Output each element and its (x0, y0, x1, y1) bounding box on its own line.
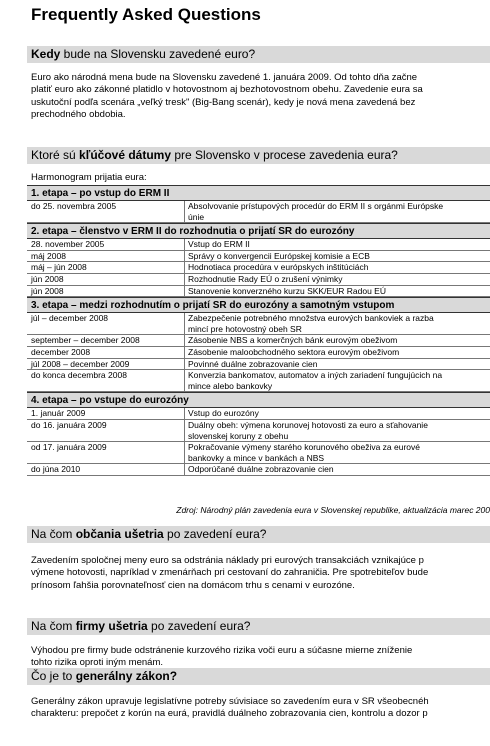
row-date: do júna 2010 (27, 464, 185, 475)
table-row (27, 262, 490, 274)
question-heading-kedy (27, 46, 490, 63)
row-date: 28. november 2005 (27, 239, 185, 250)
row-text: Vstup do eurozóny (188, 408, 259, 419)
heading-bold: Kedy (31, 47, 61, 61)
row-date: od 17. januára 2009 (27, 442, 185, 463)
table-row (27, 359, 490, 371)
heading-text: Čo je to (31, 669, 76, 683)
answer-line: Výhodou pre firmy bude odstránenie kurzového rizika voči euru a súčasne mierne zníženie (31, 645, 413, 656)
table-row (27, 274, 490, 286)
answer-obcania (31, 555, 490, 592)
answer-zakon (31, 696, 490, 721)
phase-header: 1. etapa – po vstup do ERM II (27, 185, 490, 201)
heading-text: Na čom (31, 619, 76, 633)
question-heading-zakon (27, 668, 490, 685)
table-row (27, 286, 490, 298)
answer-line: výmene hotovosti, napríklad v zmenárňach pri cestovaní do zahraničia. Pre spotrebiteľov bude (31, 567, 429, 579)
table-row (27, 335, 490, 347)
heading-text: Ktoré sú (31, 148, 80, 162)
heading-bold: generálny zákon? (75, 669, 178, 683)
answer-line: uskutoční podľa scenára „veľký tresk" (Big-Bang scenár), kedy je nová mena zavedená bez (31, 96, 416, 108)
heading-bold: firmy ušetria (75, 619, 148, 633)
row-date: september – december 2008 (27, 335, 185, 346)
table-row (27, 464, 490, 476)
row-date: júl 2008 – december 2009 (27, 359, 185, 370)
phase-header: 2. etapa – členstvo v ERM II do rozhodnutia o prijatí SR do eurozóny (27, 223, 490, 239)
phase-header: 4. etapa – po vstupe do eurozóny (27, 392, 490, 408)
answer-firmy (31, 645, 490, 670)
row-text: Správy o konvergencii Európskej komisie a ECB (188, 250, 370, 261)
heading-bold: kľúčové dátumy (79, 148, 172, 162)
harmonogram-label: Harmonogram prijatia eura: (31, 172, 147, 183)
heading-text: pre Slovensko v procese zavedenia eura? (171, 148, 398, 162)
row-text: Absolvovanie prístupových procedúr do ERM II s orgánmi Európske únie (188, 201, 444, 222)
answer-kedy (31, 72, 490, 122)
row-date: 1. január 2009 (27, 408, 185, 419)
page-title: Frequently Asked Questions (31, 5, 261, 24)
table-row (27, 201, 490, 223)
row-text: Konverzia bankomatov, automatov a iných zariadení fungujúcich na mince alebo bankovky (188, 370, 443, 391)
question-heading-firmy (27, 618, 490, 635)
harmonogram-table (27, 185, 490, 476)
heading-bold: občania ušetria (75, 527, 164, 541)
source-note: Zdroj: Národný plán zavedenia eura v Slovenskej republike, aktualizácia marec 200 (176, 505, 490, 515)
table-row (27, 442, 490, 464)
phase-header: 3. etapa – medzi rozhodnutím o prijatí SR do eurozóny a samotným vstupom (27, 297, 490, 313)
table-row (27, 370, 490, 392)
heading-text: po zavedení eura? (163, 527, 267, 541)
row-date: máj – jún 2008 (27, 262, 185, 273)
row-date: jún 2008 (27, 274, 185, 285)
row-text: Vstup do ERM II (188, 239, 250, 250)
question-heading-obcania (27, 526, 490, 543)
row-date: máj 2008 (27, 251, 185, 262)
question-heading-datumy (27, 147, 490, 164)
answer-line: Zavedením spoločnej meny euro sa odstránia náklady pri eurových transakciách vznikajúce p (31, 555, 424, 566)
row-text: Stanovenie konverzného kurzu SKK/EUR Radou EÚ (188, 285, 386, 296)
row-text: Odporúčané duálne zobrazovanie cien (188, 464, 334, 475)
answer-line: Euro ako národná mena bude na Slovensku zavedené 1. januára 2009. Od tohto dňa začne (31, 72, 418, 83)
heading-text: po zavedení eura? (147, 619, 251, 633)
row-text: Zásobenie maloobchodného sektora eurovým obeživom (188, 346, 400, 357)
answer-line: Generálny zákon upravuje legislatívne potreby súvisiace so zavedením eura v SR všeobecnéh (31, 696, 429, 707)
table-row (27, 313, 490, 335)
row-date: jún 2008 (27, 286, 185, 297)
table-row (27, 239, 490, 251)
row-text: Pokračovanie výmeny starého korunového obeživa za eurové bankovky a mince v bankách a NBS (188, 442, 420, 463)
row-text: Hodnotiaca procedúra v európskych inštitúciách (188, 262, 369, 273)
row-date: do 25. novembra 2005 (27, 201, 185, 222)
table-row (27, 408, 490, 420)
row-text: Zásobenie NBS a komerčných bánk eurovým obeživom (188, 335, 398, 346)
row-text: Zabezpečenie potrebného množstva eurových bankoviek a razba mincí pre hotovostný obeh SR (188, 313, 434, 334)
answer-line: prechodného obdobia. (31, 109, 126, 121)
answer-line: charakteru: prepočet z korún na eurá, pravidlá duálneho zobrazovania cien, kontrolu a dozor p (31, 708, 428, 720)
answer-line: tohto rizika oproti iným menám. (31, 657, 163, 669)
table-row (27, 251, 490, 263)
row-date: do konca decembra 2008 (27, 370, 185, 391)
row-date: december 2008 (27, 347, 185, 358)
row-text: Duálny obeh: výmena korunovej hotovosti za euro a sťahovanie slovenskej koruny z obehu (188, 419, 428, 441)
table-row (27, 347, 490, 359)
row-text: Povinné duálne zobrazovanie cien (188, 358, 318, 369)
answer-line: platiť euro ako zákonné platidlo v hotovostnom aj bezhotovostnom obehu. Zavedenie eura sa (31, 84, 423, 96)
row-text: Rozhodnutie Rady EÚ o zrušení výnimky (188, 273, 343, 284)
heading-text: bude na Slovensku zavedené euro? (60, 47, 256, 61)
row-date: do 16. januára 2009 (27, 420, 185, 441)
row-date: júl – december 2008 (27, 313, 185, 334)
heading-text: Na čom (31, 527, 76, 541)
table-row (27, 420, 490, 442)
answer-line: prínosom ľahšia porovnateľnosť cien na domácom trhu s cenami v eurozóne. (31, 579, 355, 591)
